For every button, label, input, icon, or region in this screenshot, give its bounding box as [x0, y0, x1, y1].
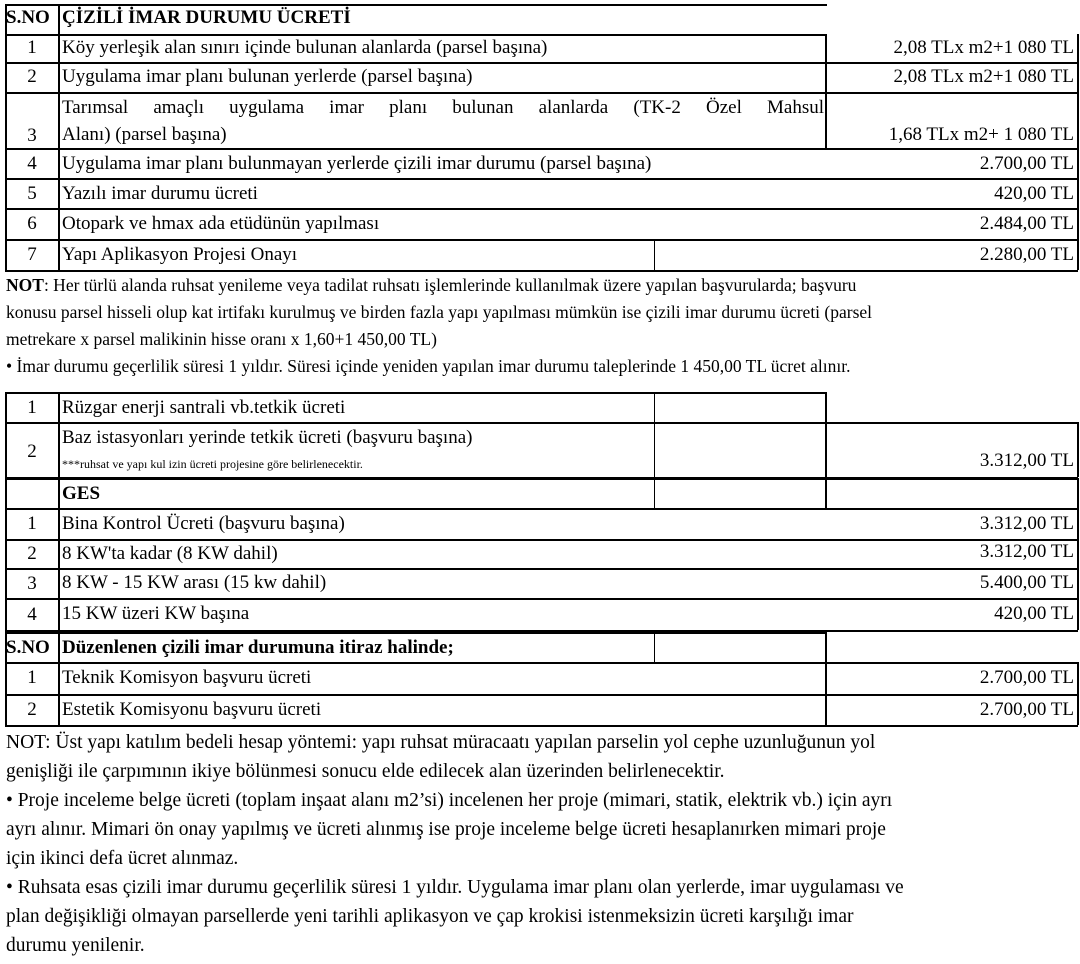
- row-number: 1: [27, 37, 37, 58]
- row-description: Tarımsal amaçlı uygulama imar planı bulunan alanlarda (TK-2 Özel Mahsul: [62, 97, 824, 118]
- row-price: 420,00 TL: [994, 603, 1074, 624]
- row-number: 7: [27, 244, 37, 265]
- row-number: 1: [27, 397, 37, 418]
- row-price: 3.312,00 TL: [979, 513, 1074, 534]
- row-price: 2.280,00 TL: [979, 244, 1074, 265]
- row-price: 2.700,00 TL: [979, 667, 1074, 688]
- row-description: Yazılı imar durumu ücreti: [62, 183, 258, 204]
- row-description: Otopark ve hmax ada etüdünün yapılması: [62, 213, 380, 234]
- table-header-sno: S.NO: [6, 637, 50, 658]
- row-description: Köy yerleşik alan sınırı içinde bulunan alanlarda (parsel başına): [62, 37, 548, 58]
- row-description: 8 KW'ta kadar (8 KW dahil): [62, 543, 278, 564]
- row-number: 3: [27, 573, 37, 594]
- row-number: 2: [27, 441, 37, 462]
- table-header-title: ÇİZİLİ İMAR DURUMU ÜCRETİ: [62, 7, 351, 28]
- note-text: için ikinci defa ücret alınmaz.: [6, 848, 239, 869]
- note-text: metrekare x parsel malikinin hisse oranı x 1,60+1 450,00 TL): [6, 329, 437, 349]
- note-text: genişliği ile çarpımının ikiye bölünmesi sonucu elde edilecek alan üzerinden belirlenecektir.: [6, 761, 725, 782]
- note-text: : Her türlü alanda ruhsat yenileme veya tadilat ruhsatı işlemlerinde kullanılmak üzere yapılan başvurularda; başvuru: [43, 275, 857, 295]
- row-number: 4: [27, 153, 37, 174]
- row-description: 8 KW - 15 KW arası (15 kw dahil): [62, 572, 327, 593]
- note-text: NOT: Üst yapı katılım bedeli hesap yöntemi: yapı ruhsat müracaatı yapılan parselin yol cephe uzunluğunun yol: [6, 732, 876, 753]
- row-description: Rüzgar enerji santrali vb.tetkik ücreti: [62, 397, 346, 418]
- row-price: 3.312,00 TL: [979, 541, 1074, 562]
- note-text: konusu parsel hisseli olup kat irtifakı kurulmuş ve birden fazla yapı yapılması mümkün ise çizili imar durumu ücreti (parsel: [6, 302, 873, 322]
- row-number: 2: [27, 699, 37, 720]
- note-text: ayrı alınır. Mimari ön onay yapılmış ve ücreti alınmış ise proje inceleme belge ücreti hesaplanırken mimari proje: [6, 819, 886, 840]
- row-description: Teknik Komisyon başvuru ücreti: [62, 667, 312, 688]
- row-number: 6: [27, 213, 37, 234]
- row-number: 2: [27, 66, 37, 87]
- row-price: 1,68 TLx m2+ 1 080 TL: [888, 124, 1074, 145]
- row-price: 2,08 TLx m2+1 080 TL: [893, 66, 1074, 87]
- row-description-continued: Alanı) (parsel başına): [62, 124, 227, 145]
- row-price: 2.700,00 TL: [979, 699, 1074, 720]
- note-label: NOT: [6, 275, 44, 295]
- row-description: 15 KW üzeri KW başına: [62, 603, 250, 624]
- note-bullet: • Proje inceleme belge ücreti (toplam inşaat alanı m2’si) incelenen her proje (mimari, statik, elektrik vb.) için ayrı: [6, 790, 893, 811]
- row-number: 1: [27, 513, 37, 534]
- row-description: Uygulama imar planı bulunan yerlerde (parsel başına): [62, 66, 473, 87]
- row-description: Baz istasyonları yerinde tetkik ücreti (başvuru başına): [62, 427, 473, 448]
- row-description: Uygulama imar planı bulunmayan yerlerde çizili imar durumu (parsel başına): [62, 153, 652, 174]
- section-title: GES: [62, 483, 101, 504]
- row-description: Estetik Komisyonu başvuru ücreti: [62, 699, 322, 720]
- table-header-title: Düzenlenen çizili imar durumuna itiraz halinde;: [62, 637, 454, 658]
- row-footnote: ***ruhsat ve yapı kul izin ücreti projesine göre belirlenecektir.: [62, 457, 363, 471]
- row-price: 420,00 TL: [994, 183, 1074, 204]
- row-description: Yapı Aplikasyon Projesi Onayı: [62, 244, 298, 265]
- note-bullet: • İmar durumu geçerlilik süresi 1 yıldır. Süresi içinde yeniden yapılan imar durumu taleplerinde 1 450,00 TL ücret alınır.: [6, 356, 851, 376]
- note-text: plan değişikliği olmayan parsellerde yeni tarihli aplikasyon ve çap krokisi istenmeksizin ücreti karşılığı imar: [6, 906, 854, 927]
- row-description: Bina Kontrol Ücreti (başvuru başına): [62, 513, 345, 534]
- note-bullet: • Ruhsata esas çizili imar durumu geçerlilik süresi 1 yıldır. Uygulama imar planı olan yerlerde, imar uygulaması ve: [6, 877, 904, 898]
- row-number: 3: [27, 125, 37, 146]
- table-header-sno: S.NO: [6, 7, 50, 28]
- row-number: 4: [27, 604, 37, 625]
- row-price: 5.400,00 TL: [979, 572, 1074, 593]
- row-price: 2.700,00 TL: [979, 153, 1074, 174]
- row-number: 2: [27, 543, 37, 564]
- row-price: 2,08 TLx m2+1 080 TL: [893, 37, 1074, 58]
- row-number: 1: [27, 667, 37, 688]
- row-price: 2.484,00 TL: [979, 213, 1074, 234]
- row-number: 5: [27, 183, 37, 204]
- row-price: 3.312,00 TL: [979, 450, 1074, 471]
- note-text: durumu yenilenir.: [6, 935, 145, 956]
